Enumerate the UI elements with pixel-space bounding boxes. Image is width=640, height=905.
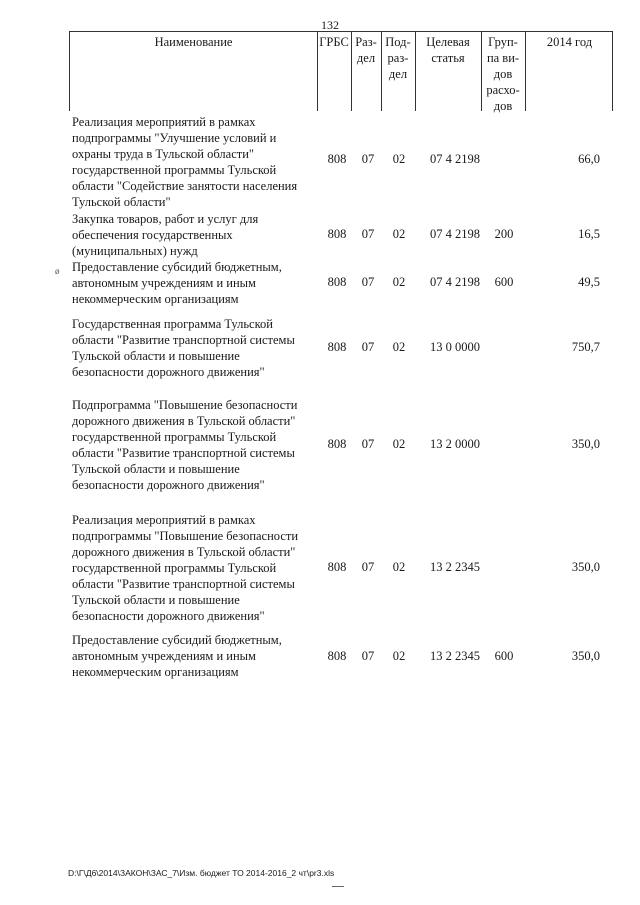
- row-name: [72, 114, 317, 210]
- row-grbs: 808: [327, 275, 347, 289]
- header-celevaya-line: статья: [431, 51, 465, 65]
- row-razdel: 07: [361, 227, 375, 241]
- row-grbs: 808: [327, 560, 347, 574]
- row-amount: 16,5: [578, 227, 600, 241]
- row-name-line: дорожного движения в Тульской области": [72, 414, 296, 428]
- row-podrazdel: 02: [392, 227, 406, 241]
- row-name-line: подпрограммы "Улучшение условий и: [72, 131, 277, 145]
- row-podrazdel: 02: [392, 560, 406, 574]
- row-amount: 66,0: [578, 152, 600, 166]
- row-razdel: 07: [361, 437, 375, 451]
- row-name-line: (муниципальных) нужд: [72, 244, 198, 258]
- row-grbs: 808: [327, 227, 347, 241]
- row-name-line: безопасности дорожного движения": [72, 478, 265, 492]
- row-razdel: 07: [361, 560, 375, 574]
- row-name-line: Подпрограмма "Повышение безопасности: [72, 398, 298, 412]
- row-podrazdel: 02: [392, 649, 406, 663]
- row-razdel: 07: [361, 649, 375, 663]
- row-amount: 350,0: [571, 437, 600, 451]
- row-name: [72, 397, 317, 493]
- header-razdel-line: Раз-: [355, 35, 377, 49]
- row-podrazdel: 02: [392, 437, 406, 451]
- row-grbs: 808: [327, 437, 347, 451]
- header-vid-line: Груп-: [488, 35, 518, 49]
- row-name-line: Тульской области": [72, 195, 171, 209]
- row-name-line: области "Развитие транспортной системы: [72, 446, 295, 460]
- row-razdel: 07: [361, 340, 375, 354]
- row-celevaya: 13 2 2345: [430, 560, 480, 574]
- row-podrazdel: 02: [392, 340, 406, 354]
- row-name-line: охраны труда в Тульской области": [72, 147, 255, 161]
- row-name-line: Предоставление субсидий бюджетным,: [72, 260, 282, 274]
- row-celevaya: 13 2 0000: [430, 437, 480, 451]
- margin-mark: ø: [55, 266, 60, 276]
- row-celevaya: 07 4 2198: [430, 275, 480, 289]
- row-name-line: Тульской области и повышение: [72, 593, 240, 607]
- row-name: [72, 512, 317, 624]
- row-name-line: Государственная программа Тульской: [72, 317, 273, 331]
- header-vid-line: па ви-: [486, 51, 520, 65]
- header-razdel-line: дел: [356, 51, 376, 65]
- row-name-line: Предоставление субсидий бюджетным,: [72, 633, 282, 647]
- row-podrazdel: 02: [392, 275, 406, 289]
- row-name-line: Тульской области и повышение: [72, 349, 240, 363]
- page-number: 132: [321, 18, 339, 32]
- row-vid: 600: [494, 649, 514, 663]
- row-name-line: безопасности дорожного движения": [72, 365, 265, 379]
- row-name: [72, 316, 317, 380]
- row-name-line: автономным учреждениям и иным: [72, 276, 256, 290]
- row-amount: 49,5: [578, 275, 600, 289]
- header-celevaya-line: Целевая: [426, 35, 470, 49]
- row-name-line: автономным учреждениям и иным: [72, 649, 256, 663]
- row-vid: 200: [494, 227, 514, 241]
- header-year: 2014 год: [546, 35, 593, 49]
- row-name: [72, 259, 317, 307]
- row-name-line: Закупка товаров, работ и услуг для: [72, 212, 259, 226]
- row-name-line: Реализация мероприятий в рамках: [72, 115, 256, 129]
- row-amount: 350,0: [571, 649, 600, 663]
- header-vid: [481, 34, 525, 114]
- row-grbs: 808: [327, 152, 347, 166]
- header-podrazdel-line: дел: [388, 67, 408, 81]
- row-name: [72, 211, 317, 259]
- row-name-line: безопасности дорожного движения": [72, 609, 265, 623]
- row-celevaya: 13 2 2345: [430, 649, 480, 663]
- header-vid-line: дов: [493, 67, 513, 81]
- row-razdel: 07: [361, 152, 375, 166]
- row-celevaya: 07 4 2198: [430, 227, 480, 241]
- header-vid-line: расхо-: [486, 83, 520, 97]
- row-name-line: области "Развитие транспортной системы: [72, 333, 295, 347]
- row-podrazdel: 02: [392, 152, 406, 166]
- row-amount: 750,7: [571, 340, 600, 354]
- header-razdel: [351, 34, 381, 66]
- bottom-mark: [332, 886, 344, 887]
- row-name-line: подпрограммы "Повышение безопасности: [72, 529, 299, 543]
- row-amount: 350,0: [571, 560, 600, 574]
- header-vid-line: дов: [493, 99, 513, 113]
- row-name-line: области "Развитие транспортной системы: [72, 577, 295, 591]
- row-name-line: Реализация мероприятий в рамках: [72, 513, 256, 527]
- row-name-line: области "Содействие занятости населения: [72, 179, 298, 193]
- header-grbs: ГРБС: [319, 35, 349, 49]
- row-name-line: некоммерческим организациям: [72, 292, 239, 306]
- file-path-footer: D:\Г\Д6\2014\ЗАКОН\ЗАС_7\Изм. бюджет ТО 2014-2016_2 чт\pr3.xls: [68, 868, 335, 878]
- row-razdel: 07: [361, 275, 375, 289]
- row-name-line: обеспечения государственных: [72, 228, 233, 242]
- row-celevaya: 07 4 2198: [430, 152, 480, 166]
- row-vid: 600: [494, 275, 514, 289]
- table-header: [69, 31, 613, 111]
- row-name-line: дорожного движения в Тульской области": [72, 545, 296, 559]
- row-name: [72, 632, 317, 680]
- header-podrazdel: [381, 34, 415, 82]
- header-name: Наименование: [154, 35, 233, 49]
- row-name-line: Тульской области и повышение: [72, 462, 240, 476]
- row-celevaya: 13 0 0000: [430, 340, 480, 354]
- header-celevaya: [415, 34, 481, 66]
- row-grbs: 808: [327, 340, 347, 354]
- header-podrazdel-line: раз-: [387, 51, 409, 65]
- row-name-line: государственной программы Тульской: [72, 163, 277, 177]
- row-grbs: 808: [327, 649, 347, 663]
- row-name-line: государственной программы Тульской: [72, 430, 277, 444]
- row-name-line: государственной программы Тульской: [72, 561, 277, 575]
- header-podrazdel-line: Под-: [385, 35, 411, 49]
- row-name-line: некоммерческим организациям: [72, 665, 239, 679]
